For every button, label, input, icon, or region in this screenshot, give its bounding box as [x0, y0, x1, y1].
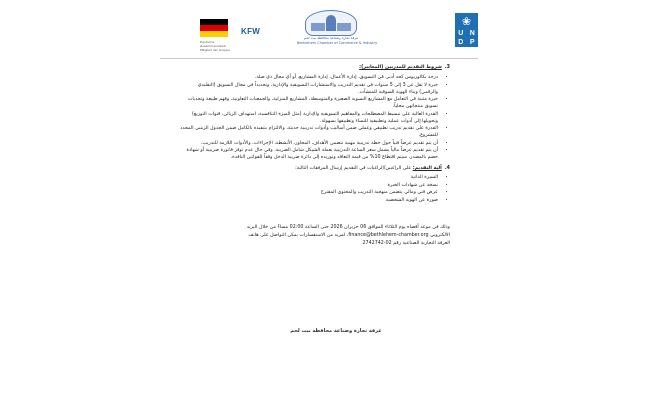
- german-cooperation-text: [200, 40, 240, 52]
- german-cooperation-line2: Mitglied der Gruppe: [200, 48, 230, 52]
- list-item: • درجة بكالوريوس كحد أدنى في التسويق، إدارة الأعمال، إدارة المشاريع، أو أي مجال ذي صلة.: [178, 74, 438, 81]
- letterhead: [0, 0, 670, 58]
- section4-number: 4.: [444, 166, 450, 171]
- list-item: • عرض فني ومالي يتضمن منهجية التدريب والمحتوى المقترح: [178, 189, 438, 196]
- contact-line-2: الالكتروني finance@bethlehem-chamber.org، لمزيد من الاستفسارات يمكن التواصل على هاتف: [248, 232, 450, 238]
- section4-title: آلية التقديم:: [412, 166, 442, 171]
- list-item: • السيرة الذاتية: [178, 174, 438, 181]
- list-item: • خبرة لا تقل عن 3 إلى 5 سنوات في تقديم التدريب والاستشارات التسويقية والإدارية، وتحديداً في مجال التسويق (التقليدي والرقمي) وبناء الهوية السوقية للمنشآت.: [178, 82, 438, 96]
- list-item: • نسخة عن شهادات الخبرة: [178, 182, 438, 189]
- undp-letter-p: P: [469, 38, 475, 46]
- section3-number: 3.: [444, 65, 450, 70]
- undp-letter-u: U: [458, 30, 464, 37]
- list-item: • أن يتم تقديم عرضاً مالياً يشمل سعر الساعة التدريبية بعملة الشيكل شامل الضريبة. وفي حال عدم توفر فاتورة ضريبية أو شهادة خصم بالمصدر، سيتم اقتطاع 10% من قيمة التعاقد وتوريده إلى دائرة ضريبة الدخل وفقاً للقوانين النافذة.: [178, 147, 438, 161]
- german-cooperation-logo: [200, 19, 230, 39]
- section3-title: شروط التقديم للمدربين (المعايير):: [359, 65, 442, 70]
- chamber-emblem-icon: [305, 10, 357, 36]
- undp-logo: [455, 13, 478, 47]
- flag-stripe-gold: [200, 31, 228, 37]
- un-globe-icon: ❀: [461, 15, 472, 28]
- kfw-logo: KFW: [241, 27, 261, 36]
- contact-line-1: وذلك في موعد أقصاه يوم الثلاثاء الموافق 06 حزيران 2026 حتى الساعة 02:00 مساءً من خلال البريد: [246, 224, 450, 230]
- section4-subtitle: على الراغبين/الراغبات في التقديم إرسال المرفقات التالية:: [295, 166, 413, 171]
- document-body: [178, 62, 450, 248]
- list-item: • القدرة على تقديم تدريب تطبيقي وعملي ضمن أساليب وأدوات تدريبية حديثة، والالتزام بتنفيذه بالكامل ضمن الجدول الزمني المحدد للمشروع.: [178, 125, 438, 139]
- list-item: • صورة عن الهوية الشخصية: [178, 197, 438, 204]
- criteria-list: [178, 74, 450, 161]
- chamber-name-en: Bethlehem Chamber of Commerce & Industry: [297, 41, 378, 45]
- chamber-logo: [297, 10, 378, 46]
- contact-line-3: الغرفة التجارية الصناعية رقم 02-2742742: [362, 240, 450, 246]
- section3-heading: [178, 64, 450, 71]
- footer-signature: غرفة تجارة وصناعة محافظة بيت لحم: [290, 328, 382, 334]
- section4-heading: [178, 165, 450, 172]
- list-item: • خبرة مثبتة في التعامل مع المشاريع النسوية الصغيرة والمتوسطة، المشاريع المنزلية، والجمعيات التعاونية، وفهم طبيعة وتحديات تسويق منتجاتهن محلياً.: [178, 96, 438, 110]
- german-cooperation-line1: Deutsche Zusammenarbeit: [200, 40, 226, 48]
- list-item: • القدرة العالية على تبسيط المصطلحات والمفاهيم التسويقية والإدارية (مثل الميزة التنافسية، استهداف الزبائن، قنوات التوزيع) وتحويلها إلى أدوات عملية وتطبيقية للنساء وتطبيقها بسهولة.: [178, 111, 438, 125]
- header-divider: [160, 58, 478, 59]
- undp-letter-d: D: [458, 38, 464, 46]
- chamber-name-ar: غرفة تجارة وصناعة محافظة بيت لحم: [303, 36, 359, 40]
- attachments-list: [178, 174, 450, 204]
- undp-letter-n: N: [469, 30, 475, 37]
- contact-paragraph: [178, 224, 450, 248]
- list-item: • أن يتم تقديم عرضاً فنياً حول خطة تدريبية مهنية تتضمن الأهداف، المحاور، الأنشطة، الإجراءات، والأدوات اللازمة للتدريب.: [178, 140, 438, 147]
